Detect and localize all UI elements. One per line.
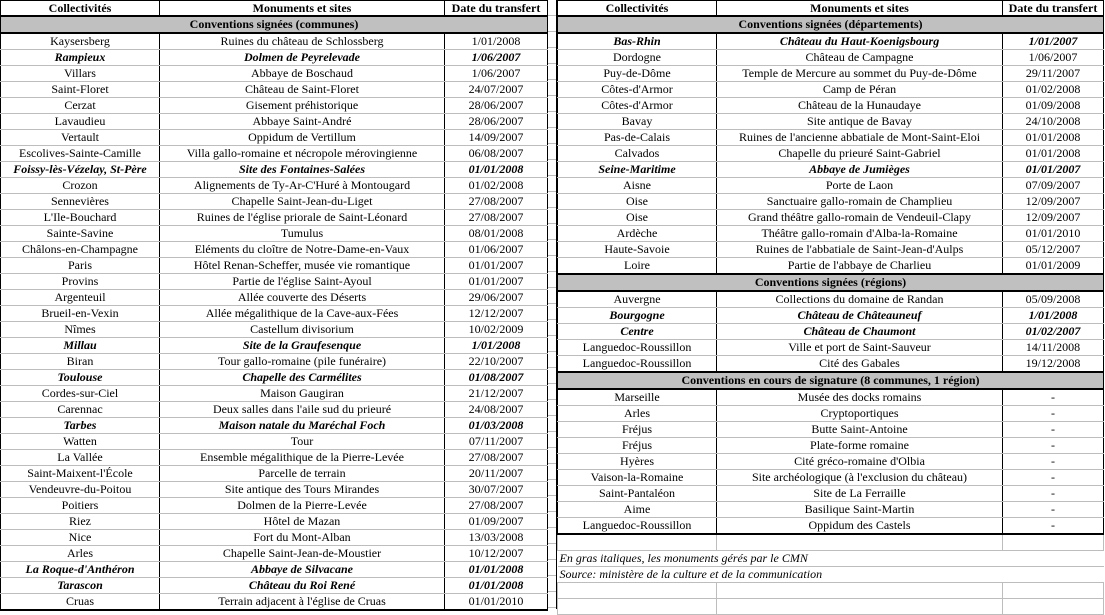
collectivite-cell: Bourgogne — [558, 308, 717, 324]
collectivite-cell: Aime — [558, 502, 717, 518]
collectivite-cell: Arles — [1, 546, 160, 562]
header-row — [558, 1, 1104, 17]
date-cell: 1/01/2007 — [1003, 33, 1104, 50]
monument-cell: Tour — [160, 434, 445, 450]
date-cell: 21/12/2007 — [445, 386, 548, 402]
table-row — [1, 562, 548, 578]
table-row — [558, 130, 1104, 146]
date-cell: - — [1003, 406, 1104, 422]
monument-cell: Butte Saint-Antoine — [717, 422, 1003, 438]
monument-cell: Eléments du cloître de Notre-Dame-en-Vaux — [160, 242, 445, 258]
monument-cell: Maison natale du Maréchal Foch — [160, 418, 445, 434]
collectivite-cell: Toulouse — [1, 370, 160, 386]
monument-cell: Ensemble mégalithique de la Pierre-Levée — [160, 450, 445, 466]
monument-cell: Site de la Graufesenque — [160, 338, 445, 354]
date-cell: 29/11/2007 — [1003, 66, 1104, 82]
table-row — [558, 291, 1104, 308]
monument-cell: Château de Campagne — [717, 50, 1003, 66]
table-row — [558, 162, 1104, 178]
monument-cell: Abbaye de Jumièges — [717, 162, 1003, 178]
monument-cell: Castellum divisorium — [160, 322, 445, 338]
date-cell: 19/12/2008 — [1003, 356, 1104, 373]
empty-cell — [1003, 534, 1104, 551]
date-cell: 01/01/2009 — [1003, 258, 1104, 275]
table-row — [1, 450, 548, 466]
collectivite-cell: Saint-Maixent-l'École — [1, 466, 160, 482]
monument-cell: Cité des Gabales — [717, 356, 1003, 373]
monument-cell: Château de Châteauneuf — [717, 308, 1003, 324]
date-cell: 06/08/2007 — [445, 146, 548, 162]
section-title: Conventions en cours de signature (8 communes, 1 région) — [558, 372, 1104, 389]
empty-row — [558, 599, 1104, 615]
date-cell: 24/07/2007 — [445, 82, 548, 98]
collectivite-cell: Bas-Rhin — [558, 33, 717, 50]
monument-cell: Porte de Laon — [717, 178, 1003, 194]
collectivite-cell: Cruas — [1, 594, 160, 611]
table-row — [558, 470, 1104, 486]
table-row — [1, 498, 548, 514]
header-monuments: Monuments et sites — [717, 1, 1003, 17]
collectivite-cell: Seine-Maritime — [558, 162, 717, 178]
table-row — [558, 210, 1104, 226]
collectivite-cell: Poitiers — [1, 498, 160, 514]
empty-cell — [558, 599, 717, 615]
monument-cell: Oppidum de Vertillum — [160, 130, 445, 146]
monument-cell: Temple de Mercure au sommet du Puy-de-Dôme — [717, 66, 1003, 82]
table-row — [1, 434, 548, 450]
table-row — [1, 354, 548, 370]
date-cell: 1/06/2007 — [1003, 50, 1104, 66]
empty-cell — [717, 534, 1003, 551]
monument-cell: Château de Saint-Floret — [160, 82, 445, 98]
monument-cell: Alignements de Ty-Ar-C'Huré à Montougard — [160, 178, 445, 194]
collectivite-cell: Châlons-en-Champagne — [1, 242, 160, 258]
section-header — [558, 372, 1104, 389]
date-cell: 01/03/2008 — [445, 418, 548, 434]
monument-cell: Partie de l'abbaye de Charlieu — [717, 258, 1003, 275]
monument-cell: Site antique des Tours Mirandes — [160, 482, 445, 498]
date-cell: - — [1003, 454, 1104, 470]
table-row — [558, 178, 1104, 194]
monument-cell: Deux salles dans l'aile sud du prieuré — [160, 402, 445, 418]
table-row — [558, 454, 1104, 470]
table-row — [1, 306, 548, 322]
table-row — [1, 370, 548, 386]
collectivite-cell: Arles — [558, 406, 717, 422]
date-cell: 27/08/2007 — [445, 194, 548, 210]
table-row — [558, 502, 1104, 518]
monument-cell: Site des Fontaines-Salées — [160, 162, 445, 178]
monument-cell: Ville et port de Saint-Sauveur — [717, 340, 1003, 356]
monument-cell: Hôtel de Mazan — [160, 514, 445, 530]
date-cell: 27/08/2007 — [445, 498, 548, 514]
collectivite-cell: Fréjus — [558, 422, 717, 438]
table-row — [558, 33, 1104, 50]
table-row — [558, 438, 1104, 454]
collectivite-cell: Rampieux — [1, 50, 160, 66]
collectivite-cell: Oise — [558, 210, 717, 226]
monument-cell: Dolmen de la Pierre-Levée — [160, 498, 445, 514]
left-table-container — [0, 0, 548, 611]
table-row — [1, 482, 548, 498]
collectivite-cell: Oise — [558, 194, 717, 210]
monument-cell: Musée des docks romains — [717, 389, 1003, 406]
date-cell: 27/08/2007 — [445, 210, 548, 226]
section-title: Conventions signées (communes) — [1, 16, 548, 33]
collectivite-cell: Nice — [1, 530, 160, 546]
date-cell: 24/08/2007 — [445, 402, 548, 418]
date-cell: 05/12/2007 — [1003, 242, 1104, 258]
date-cell: 05/09/2008 — [1003, 291, 1104, 308]
table-row — [558, 242, 1104, 258]
note-row — [558, 551, 1104, 567]
date-cell: 12/12/2007 — [445, 306, 548, 322]
monument-cell: Villa gallo-romaine et nécropole mérovingienne — [160, 146, 445, 162]
table-row — [1, 33, 548, 50]
collectivite-cell: Vaison-la-Romaine — [558, 470, 717, 486]
monument-cell: Château du Roi René — [160, 578, 445, 594]
date-cell: - — [1003, 518, 1104, 535]
empty-cell — [558, 534, 717, 551]
table-row — [1, 82, 548, 98]
date-cell: 01/09/2007 — [445, 514, 548, 530]
table-row — [558, 406, 1104, 422]
date-cell: 01/06/2007 — [445, 242, 548, 258]
collectivite-cell: Puy-de-Dôme — [558, 66, 717, 82]
monument-cell: Camp de Péran — [717, 82, 1003, 98]
table-row — [558, 226, 1104, 242]
collectivite-cell: Tarascon — [1, 578, 160, 594]
table-row — [1, 466, 548, 482]
monument-cell: Fort du Mont-Alban — [160, 530, 445, 546]
date-cell: 24/10/2008 — [1003, 114, 1104, 130]
monument-cell: Partie de l'église Saint-Ayoul — [160, 274, 445, 290]
table-row — [558, 146, 1104, 162]
collectivite-cell: Languedoc-Roussillon — [558, 340, 717, 356]
collectivite-cell: Vertault — [1, 130, 160, 146]
collectivite-cell: Argenteuil — [1, 290, 160, 306]
table-row — [558, 422, 1104, 438]
section-title: Conventions signées (régions) — [558, 274, 1104, 291]
right-table-container — [557, 0, 1104, 615]
monument-cell: Allée mégalithique de la Cave-aux-Fées — [160, 306, 445, 322]
monument-cell: Chapelle Saint-Jean-de-Moustier — [160, 546, 445, 562]
collectivite-cell: Sainte-Savine — [1, 226, 160, 242]
collectivite-cell: Saint-Floret — [1, 82, 160, 98]
monument-cell: Hôtel Renan-Scheffer, musée vie romantique — [160, 258, 445, 274]
section-header — [1, 16, 548, 33]
collectivite-cell: Villars — [1, 66, 160, 82]
empty-cell — [717, 583, 1003, 599]
empty-row — [558, 534, 1104, 551]
empty-cell — [717, 599, 1003, 615]
collectivite-cell: Aisne — [558, 178, 717, 194]
date-cell: 01/02/2008 — [1003, 82, 1104, 98]
table-row — [1, 274, 548, 290]
collectivite-cell: Cerzat — [1, 98, 160, 114]
monument-cell: Cité gréco-romaine d'Olbia — [717, 454, 1003, 470]
table-row — [1, 98, 548, 114]
collectivite-cell: L'Ile-Bouchard — [1, 210, 160, 226]
date-cell: 01/01/2007 — [445, 274, 548, 290]
monument-cell: Oppidum des Castels — [717, 518, 1003, 535]
date-cell: 01/01/2007 — [445, 258, 548, 274]
table-row — [1, 514, 548, 530]
table-row — [1, 386, 548, 402]
monument-cell: Abbaye Saint-André — [160, 114, 445, 130]
table-row — [558, 518, 1104, 535]
monument-cell: Ruines de l'ancienne abbatiale de Mont-Saint-Eloi — [717, 130, 1003, 146]
monument-cell: Chapelle du prieuré Saint-Gabriel — [717, 146, 1003, 162]
collectivite-cell: Nîmes — [1, 322, 160, 338]
date-cell: 14/09/2007 — [445, 130, 548, 146]
collectivite-cell: Provins — [1, 274, 160, 290]
date-cell: 22/10/2007 — [445, 354, 548, 370]
column-gap — [548, 0, 557, 609]
collectivite-cell: Loire — [558, 258, 717, 275]
collectivite-cell: Millau — [1, 338, 160, 354]
table-row — [558, 389, 1104, 406]
collectivite-cell: Languedoc-Roussillon — [558, 518, 717, 535]
monument-cell: Château de Chaumont — [717, 324, 1003, 340]
monument-cell: Ruines de l'abbatiale de Saint-Jean-d'Aulps — [717, 242, 1003, 258]
date-cell: 30/07/2007 — [445, 482, 548, 498]
collectivite-cell: Biran — [1, 354, 160, 370]
date-cell: - — [1003, 470, 1104, 486]
table-row — [1, 258, 548, 274]
collectivite-cell: Cordes-sur-Ciel — [1, 386, 160, 402]
date-cell: 29/06/2007 — [445, 290, 548, 306]
date-cell: 1/01/2008 — [445, 338, 548, 354]
collectivite-cell: Bavay — [558, 114, 717, 130]
collectivite-cell: Crozon — [1, 178, 160, 194]
date-cell: 28/06/2007 — [445, 98, 548, 114]
collectivite-cell: Carennac — [1, 402, 160, 418]
empty-cell — [1003, 599, 1104, 615]
monument-cell: Site antique de Bavay — [717, 114, 1003, 130]
header-date: Date du transfert — [445, 1, 548, 17]
date-cell: 1/06/2007 — [445, 66, 548, 82]
collectivite-cell: Saint-Pantaléon — [558, 486, 717, 502]
table-row — [1, 226, 548, 242]
table-row — [558, 98, 1104, 114]
collectivite-cell: Watten — [1, 434, 160, 450]
collectivite-cell: Kaysersberg — [1, 33, 160, 50]
table-row — [1, 578, 548, 594]
date-cell: 01/08/2007 — [445, 370, 548, 386]
table-row — [1, 178, 548, 194]
section-header — [558, 16, 1104, 33]
communes-table — [0, 0, 548, 611]
collectivite-cell: Pas-de-Calais — [558, 130, 717, 146]
date-cell: 12/09/2007 — [1003, 194, 1104, 210]
date-cell: 07/09/2007 — [1003, 178, 1104, 194]
table-row — [1, 418, 548, 434]
collectivite-cell: Tarbes — [1, 418, 160, 434]
table-row — [558, 356, 1104, 373]
date-cell: - — [1003, 502, 1104, 518]
collectivite-cell: La Roque-d'Anthéron — [1, 562, 160, 578]
date-cell: - — [1003, 389, 1104, 406]
date-cell: 01/01/2008 — [445, 162, 548, 178]
date-cell: 01/01/2008 — [1003, 130, 1104, 146]
table-row — [558, 308, 1104, 324]
collectivite-cell: Hyères — [558, 454, 717, 470]
table-row — [558, 82, 1104, 98]
monument-cell: Chapelle Saint-Jean-du-Liget — [160, 194, 445, 210]
date-cell: 08/01/2008 — [445, 226, 548, 242]
monument-cell: Maison Gaugiran — [160, 386, 445, 402]
header-date: Date du transfert — [1003, 1, 1104, 17]
date-cell: 01/02/2008 — [445, 178, 548, 194]
table-row — [1, 402, 548, 418]
monument-cell: Collections du domaine de Randan — [717, 291, 1003, 308]
table-row — [558, 114, 1104, 130]
table-row — [558, 66, 1104, 82]
legend-note: En gras italiques, les monuments gérés par le CMN — [558, 551, 1104, 567]
date-cell: - — [1003, 422, 1104, 438]
collectivite-cell: Vendeuvre-du-Poitou — [1, 482, 160, 498]
note-row — [558, 567, 1104, 583]
table-row — [558, 486, 1104, 502]
date-cell: 13/03/2008 — [445, 530, 548, 546]
table-row — [1, 242, 548, 258]
monument-cell: Sanctuaire gallo-romain de Champlieu — [717, 194, 1003, 210]
collectivite-cell: Sennevières — [1, 194, 160, 210]
date-cell: 01/09/2008 — [1003, 98, 1104, 114]
table-row — [1, 50, 548, 66]
table-row — [1, 530, 548, 546]
collectivite-cell: Fréjus — [558, 438, 717, 454]
date-cell: 01/01/2010 — [445, 594, 548, 611]
monument-cell: Abbaye de Boschaud — [160, 66, 445, 82]
date-cell: 27/08/2007 — [445, 450, 548, 466]
date-cell: 01/01/2008 — [1003, 146, 1104, 162]
monument-cell: Basilique Saint-Martin — [717, 502, 1003, 518]
collectivite-cell: Marseille — [558, 389, 717, 406]
monument-cell: Ruines du château de Schlossberg — [160, 33, 445, 50]
empty-cell — [558, 583, 717, 599]
header-monuments: Monuments et sites — [160, 1, 445, 17]
empty-cell — [1003, 583, 1104, 599]
monument-cell: Chapelle des Carmélites — [160, 370, 445, 386]
monument-cell: Site de La Ferraille — [717, 486, 1003, 502]
table-row — [558, 324, 1104, 340]
monument-cell: Théâtre gallo-romain d'Alba-la-Romaine — [717, 226, 1003, 242]
monument-cell: Site archéologique (à l'exclusion du château) — [717, 470, 1003, 486]
monument-cell: Allée couverte des Déserts — [160, 290, 445, 306]
collectivite-cell: Dordogne — [558, 50, 717, 66]
monument-cell: Terrain adjacent à l'église de Cruas — [160, 594, 445, 611]
table-row — [1, 162, 548, 178]
header-collectivites: Collectivités — [1, 1, 160, 17]
monument-cell: Plate-forme romaine — [717, 438, 1003, 454]
monument-cell: Parcelle de terrain — [160, 466, 445, 482]
date-cell: 14/11/2008 — [1003, 340, 1104, 356]
date-cell: 01/01/2008 — [445, 562, 548, 578]
table-row — [1, 546, 548, 562]
table-row — [1, 130, 548, 146]
table-row — [1, 594, 548, 611]
collectivite-cell: Calvados — [558, 146, 717, 162]
collectivite-cell: Paris — [1, 258, 160, 274]
date-cell: 20/11/2007 — [445, 466, 548, 482]
table-row — [1, 146, 548, 162]
collectivite-cell: Riez — [1, 514, 160, 530]
collectivite-cell: Escolives-Sainte-Camille — [1, 146, 160, 162]
empty-row — [558, 583, 1104, 599]
table-row — [558, 340, 1104, 356]
header-collectivites: Collectivités — [558, 1, 717, 17]
table-row — [1, 210, 548, 226]
date-cell: 01/02/2007 — [1003, 324, 1104, 340]
date-cell: 12/09/2007 — [1003, 210, 1104, 226]
date-cell: 1/06/2007 — [445, 50, 548, 66]
date-cell: 10/12/2007 — [445, 546, 548, 562]
date-cell: 01/01/2007 — [1003, 162, 1104, 178]
monument-cell: Gisement préhistorique — [160, 98, 445, 114]
monument-cell: Grand théâtre gallo-romain de Vendeuil-Clapy — [717, 210, 1003, 226]
date-cell: 07/11/2007 — [445, 434, 548, 450]
table-row — [1, 66, 548, 82]
table-row — [1, 114, 548, 130]
monument-cell: Tumulus — [160, 226, 445, 242]
table-row — [1, 322, 548, 338]
date-cell: 01/01/2010 — [1003, 226, 1104, 242]
monument-cell: Abbaye de Silvacane — [160, 562, 445, 578]
collectivite-cell: Lavaudieu — [1, 114, 160, 130]
table-row — [1, 194, 548, 210]
monument-cell: Cryptoportiques — [717, 406, 1003, 422]
collectivite-cell: Centre — [558, 324, 717, 340]
date-cell: 28/06/2007 — [445, 114, 548, 130]
date-cell: 10/02/2009 — [445, 322, 548, 338]
table-row — [1, 338, 548, 354]
monument-cell: Château de la Hunaudaye — [717, 98, 1003, 114]
monument-cell: Dolmen de Peyrelevade — [160, 50, 445, 66]
collectivite-cell: Brueil-en-Vexin — [1, 306, 160, 322]
collectivite-cell: La Vallée — [1, 450, 160, 466]
collectivite-cell: Foissy-lès-Vézelay, St-Père — [1, 162, 160, 178]
collectivite-cell: Côtes-d'Armor — [558, 98, 717, 114]
table-row — [558, 50, 1104, 66]
date-cell: - — [1003, 438, 1104, 454]
collectivite-cell: Haute-Savoie — [558, 242, 717, 258]
header-row — [1, 1, 548, 17]
date-cell: 1/01/2008 — [445, 33, 548, 50]
section-title: Conventions signées (départements) — [558, 16, 1104, 33]
departements-regions-table — [557, 0, 1104, 615]
monument-cell: Ruines de l'église priorale de Saint-Léonard — [160, 210, 445, 226]
collectivite-cell: Ardèche — [558, 226, 717, 242]
date-cell: - — [1003, 486, 1104, 502]
collectivite-cell: Côtes-d'Armor — [558, 82, 717, 98]
table-row — [558, 194, 1104, 210]
section-header — [558, 274, 1104, 291]
monument-cell: Château du Haut-Koenigsbourg — [717, 33, 1003, 50]
table-row — [1, 290, 548, 306]
date-cell: 01/01/2008 — [445, 578, 548, 594]
collectivite-cell: Languedoc-Roussillon — [558, 356, 717, 373]
collectivite-cell: Auvergne — [558, 291, 717, 308]
table-row — [558, 258, 1104, 275]
date-cell: 1/01/2008 — [1003, 308, 1104, 324]
monument-cell: Tour gallo-romaine (pile funéraire) — [160, 354, 445, 370]
source-note: Source: ministère de la culture et de la communication — [558, 567, 1104, 583]
